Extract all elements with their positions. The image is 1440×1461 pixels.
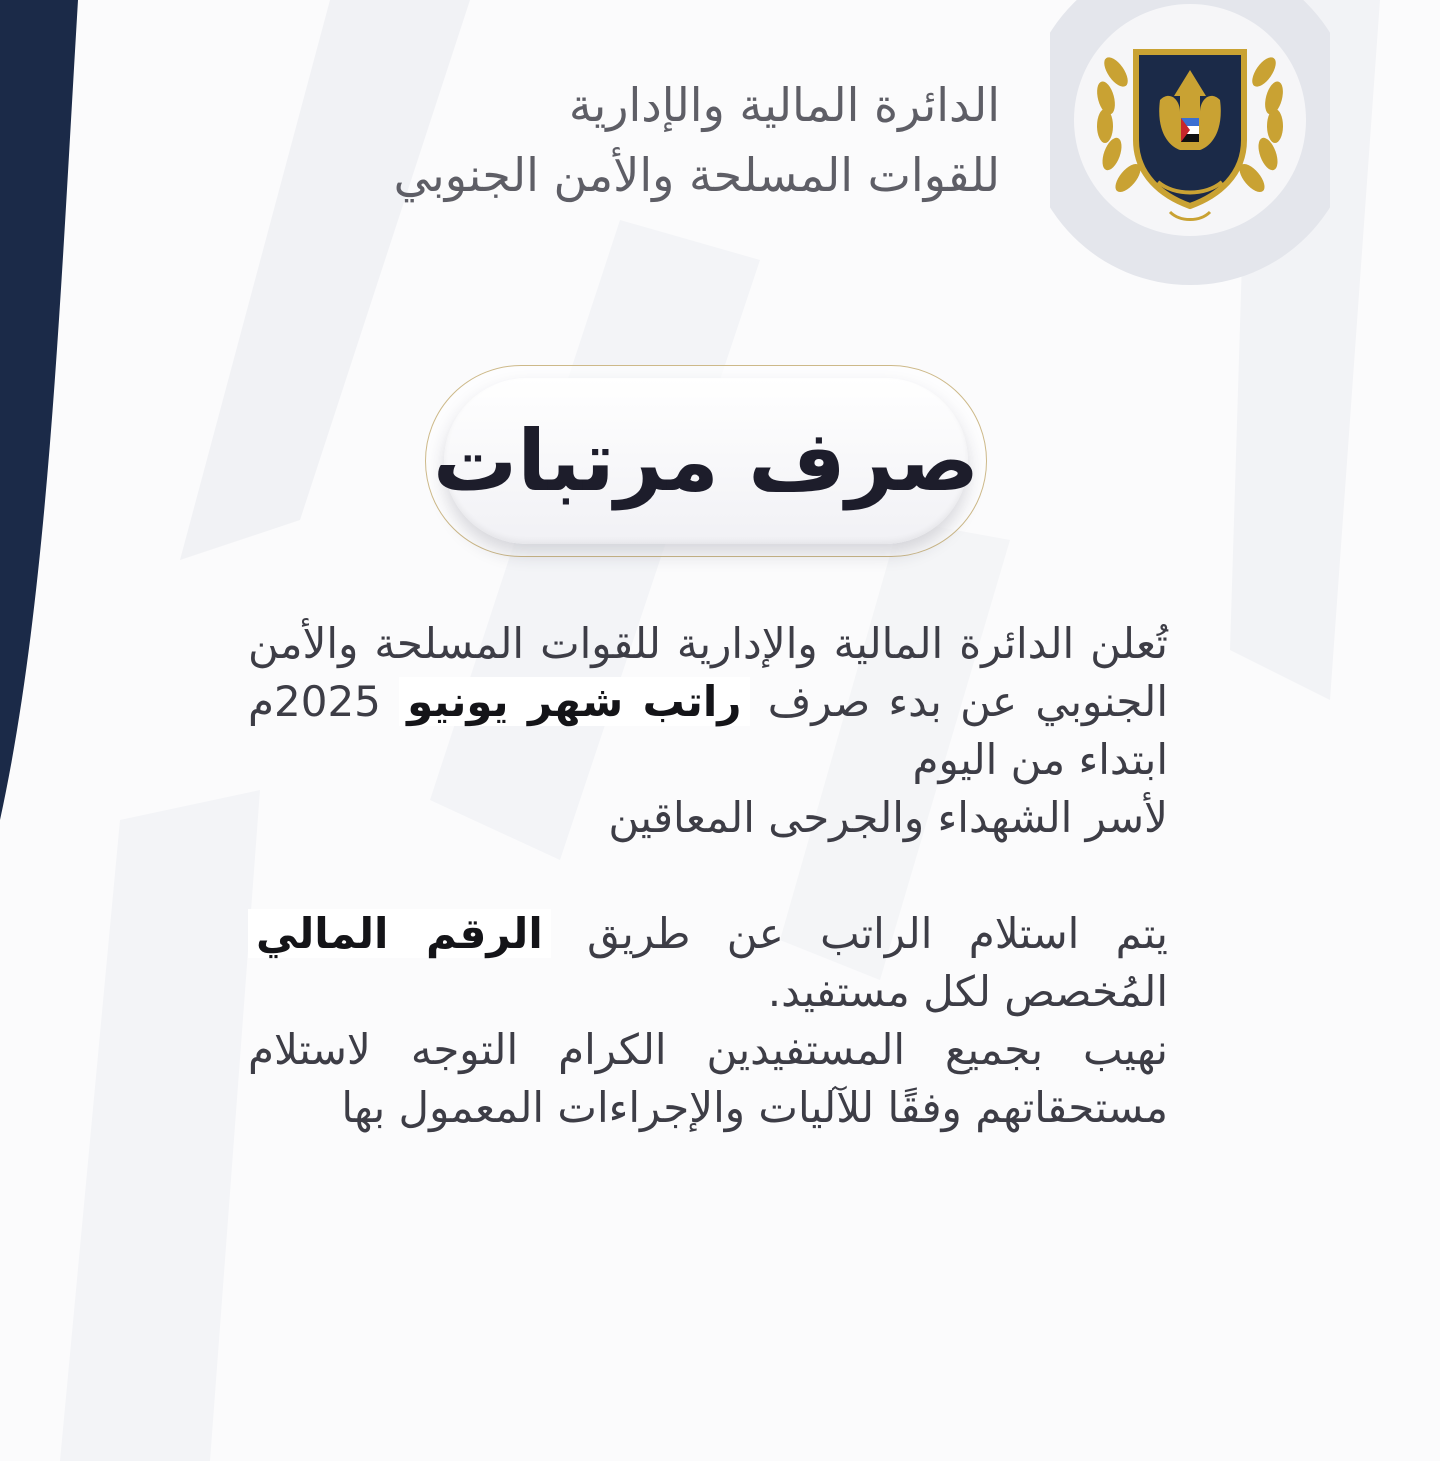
header-line-1: الدائرة المالية والإدارية [568, 78, 1000, 132]
header-title [300, 70, 1000, 210]
announcement-paragraph-3 [248, 905, 1168, 1021]
announcement-paragraph-2: لأسر الشهداء والجرحى المعاقين [608, 793, 1168, 842]
salary-month-highlight: راتب شهر يونيو [399, 677, 749, 726]
p3-start: يتم استلام الراتب عن طريق [587, 909, 1168, 958]
page-title: صرف مرتبات [432, 412, 980, 510]
announcement-paragraph-4: نهيب بجميع المستفيدين الكرام التوجه لاستلام مستحقاتهم وفقًا للآليات والإجراءات المعمول بها [248, 1025, 1168, 1132]
header-line-2: للقوات المسلحة والأمن الجنوبي [393, 148, 1000, 202]
emblem-logo [1050, 0, 1330, 290]
announcement-body [248, 615, 1168, 1137]
navy-side-band [0, 0, 78, 820]
announcement-paragraph-1 [248, 615, 1168, 789]
financial-number-highlight: الرقم المالي [248, 909, 551, 958]
title-badge [425, 365, 987, 557]
p1-end: ابتداء من اليوم [912, 735, 1168, 784]
title-badge-inner [432, 378, 980, 544]
year-text: 2025م [248, 677, 381, 726]
p1-start: تُعلن الدائرة المالية والإدارية للقوات المسلحة والأمن الجنوبي عن بدء صرف [248, 619, 1169, 726]
p3-end: المُخصص لكل مستفيد. [767, 967, 1168, 1016]
